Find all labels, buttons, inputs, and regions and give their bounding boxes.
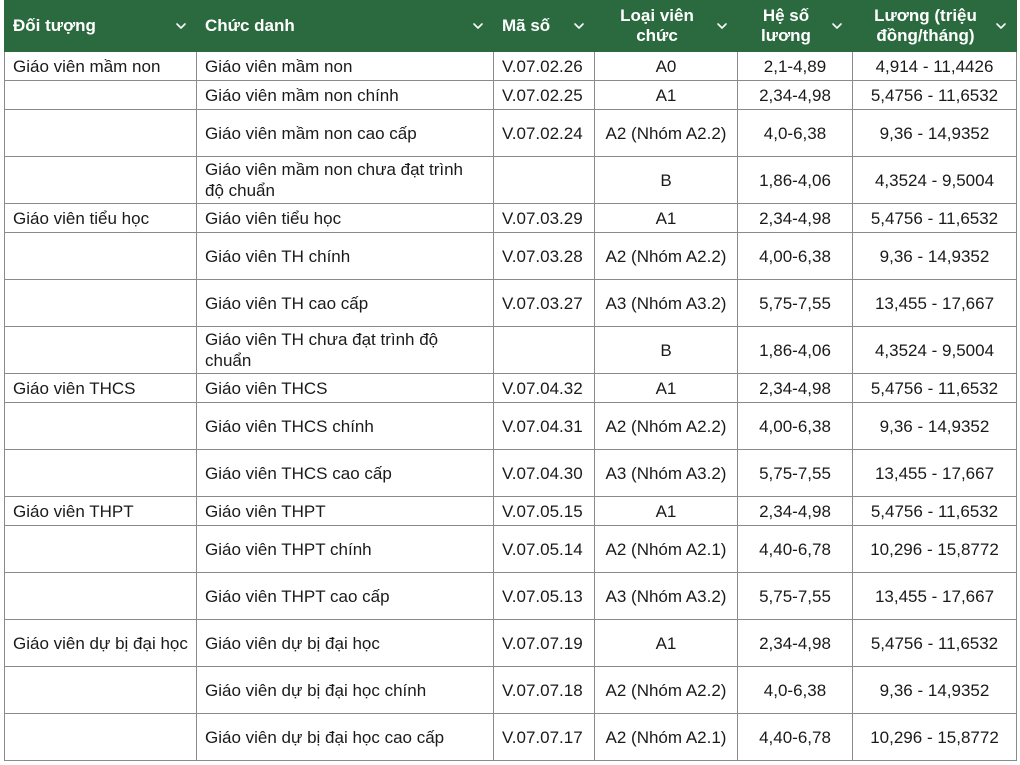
cell-text: 2,34-4,98: [759, 85, 831, 105]
cell-text: Giáo viên TH chưa đạt trình độ chuẩn: [205, 330, 439, 370]
cell-he-so-luong: [738, 280, 853, 327]
cell-text: A2 (Nhóm A2.2): [605, 416, 727, 436]
chevron-down-icon[interactable]: [830, 19, 844, 33]
cell-ma-so: [494, 573, 595, 620]
cell-luong: [853, 157, 1017, 204]
table-row: [5, 81, 1017, 110]
cell-loai-vien-chuc: [595, 450, 738, 497]
cell-luong: [853, 280, 1017, 327]
cell-text: V.07.05.13: [502, 586, 583, 606]
cell-text: Giáo viên mầm non: [205, 56, 353, 76]
cell-he-so-luong: [738, 573, 853, 620]
cell-text: 10,296 - 15,8772: [870, 539, 999, 559]
cell-chuc-danh: [197, 526, 494, 573]
cell-text: A2 (Nhóm A2.2): [605, 680, 727, 700]
cell-text: V.07.02.25: [502, 85, 583, 105]
cell-text: V.07.07.19: [502, 633, 583, 653]
table-row: [5, 620, 1017, 667]
cell-text: A3 (Nhóm A3.2): [605, 293, 727, 313]
cell-luong: [853, 204, 1017, 233]
cell-text: 4,0-6,38: [763, 680, 827, 700]
cell-text: 4,00-6,38: [759, 246, 831, 266]
cell-text: 1,86-4,06: [759, 170, 831, 190]
cell-text: V.07.04.30: [502, 463, 583, 483]
cell-chuc-danh: [197, 403, 494, 450]
cell-loai-vien-chuc: [595, 204, 738, 233]
header-loai-vien-chuc[interactable]: [595, 1, 738, 52]
table-row: [5, 667, 1017, 714]
cell-loai-vien-chuc: [595, 620, 738, 667]
cell-he-so-luong: [738, 714, 853, 761]
cell-loai-vien-chuc: [595, 233, 738, 280]
cell-ma-so: [494, 620, 595, 667]
table-row: [5, 714, 1017, 761]
cell-text: 1,86-4,06: [759, 340, 831, 360]
cell-loai-vien-chuc: [595, 714, 738, 761]
table-row: [5, 450, 1017, 497]
cell-text: 2,34-4,98: [759, 208, 831, 228]
cell-ma-so: [494, 374, 595, 403]
cell-doi-tuong: [5, 403, 197, 450]
cell-text: Giáo viên THPT cao cấp: [205, 586, 390, 606]
cell-luong: [853, 714, 1017, 761]
cell-text: Giáo viên THCS: [205, 378, 328, 398]
cell-text: Giáo viên THPT: [13, 501, 134, 521]
cell-loai-vien-chuc: [595, 157, 738, 204]
cell-he-so-luong: [738, 81, 853, 110]
cell-chuc-danh: [197, 52, 494, 81]
cell-chuc-danh: [197, 667, 494, 714]
cell-ma-so: [494, 327, 595, 374]
cell-loai-vien-chuc: [595, 110, 738, 157]
cell-luong: [853, 450, 1017, 497]
cell-text: Giáo viên TH cao cấp: [205, 293, 369, 313]
cell-text: Giáo viên mầm non: [13, 56, 161, 76]
cell-loai-vien-chuc: [595, 573, 738, 620]
cell-he-so-luong: [738, 327, 853, 374]
cell-he-so-luong: [738, 403, 853, 450]
header-he-so-luong[interactable]: [738, 1, 853, 52]
cell-text: 13,455 - 17,667: [874, 293, 995, 313]
cell-ma-so: [494, 526, 595, 573]
cell-luong: [853, 81, 1017, 110]
cell-chuc-danh: [197, 157, 494, 204]
cell-ma-so: [494, 52, 595, 81]
cell-text: A1: [655, 208, 677, 228]
header-luong[interactable]: [853, 1, 1017, 52]
cell-text: A1: [655, 633, 677, 653]
cell-chuc-danh: [197, 233, 494, 280]
cell-text: 5,75-7,55: [759, 463, 831, 483]
cell-text: A1: [655, 501, 677, 521]
chevron-down-icon[interactable]: [994, 19, 1008, 33]
cell-text: 5,4756 - 11,6532: [870, 208, 999, 228]
cell-luong: [853, 110, 1017, 157]
cell-text: V.07.04.32: [502, 378, 583, 398]
cell-text: A1: [655, 85, 677, 105]
table-row: [5, 157, 1017, 204]
cell-doi-tuong: [5, 714, 197, 761]
cell-doi-tuong: [5, 497, 197, 526]
table-row: [5, 110, 1017, 157]
cell-text: 10,296 - 15,8772: [870, 727, 999, 747]
cell-doi-tuong: [5, 667, 197, 714]
cell-text: V.07.03.29: [502, 208, 583, 228]
table-row: [5, 403, 1017, 450]
column-header-label: Chức danh: [205, 16, 295, 35]
cell-loai-vien-chuc: [595, 52, 738, 81]
cell-text: V.07.05.14: [502, 539, 583, 559]
cell-text: A2 (Nhóm A2.1): [605, 727, 727, 747]
chevron-down-icon[interactable]: [572, 19, 586, 33]
cell-doi-tuong: [5, 233, 197, 280]
cell-ma-so: [494, 450, 595, 497]
cell-text: V.07.03.27: [502, 293, 583, 313]
cell-text: V.07.02.26: [502, 56, 583, 76]
cell-text: A3 (Nhóm A3.2): [605, 463, 727, 483]
cell-text: A3 (Nhóm A3.2): [605, 586, 727, 606]
chevron-down-icon[interactable]: [174, 19, 188, 33]
cell-text: Giáo viên mầm non chưa đạt trình độ chuẩn: [205, 160, 464, 200]
cell-text: 5,75-7,55: [759, 293, 831, 313]
table-header-row: [5, 1, 1017, 52]
cell-text: Giáo viên THCS chính: [205, 416, 374, 436]
cell-text: 4,40-6,78: [759, 727, 831, 747]
cell-text: Giáo viên dự bị đại học: [13, 633, 188, 653]
cell-doi-tuong: [5, 450, 197, 497]
table-row: [5, 573, 1017, 620]
cell-text: 4,00-6,38: [759, 416, 831, 436]
cell-text: 9,36 - 14,9352: [879, 416, 990, 436]
cell-doi-tuong: [5, 526, 197, 573]
cell-he-so-luong: [738, 157, 853, 204]
cell-luong: [853, 667, 1017, 714]
cell-chuc-danh: [197, 81, 494, 110]
cell-he-so-luong: [738, 667, 853, 714]
table-row: [5, 327, 1017, 374]
cell-chuc-danh: [197, 620, 494, 667]
cell-text: B: [660, 340, 672, 360]
cell-he-so-luong: [738, 526, 853, 573]
cell-loai-vien-chuc: [595, 667, 738, 714]
cell-text: V.07.03.28: [502, 246, 583, 266]
column-header-label: Đối tượng: [13, 16, 96, 35]
cell-text: Giáo viên mầm non cao cấp: [205, 123, 417, 143]
cell-text: B: [660, 170, 672, 190]
column-header-label: Lương (triệu đồng/tháng): [874, 6, 977, 45]
cell-text: Giáo viên THCS cao cấp: [205, 463, 392, 483]
cell-doi-tuong: [5, 573, 197, 620]
cell-text: 5,75-7,55: [759, 586, 831, 606]
cell-loai-vien-chuc: [595, 81, 738, 110]
cell-text: A1: [655, 378, 677, 398]
cell-text: Giáo viên THCS: [13, 378, 136, 398]
cell-text: 4,0-6,38: [763, 123, 827, 143]
cell-doi-tuong: [5, 81, 197, 110]
cell-text: 2,34-4,98: [759, 633, 831, 653]
cell-text: 4,3524 - 9,5004: [874, 340, 995, 360]
cell-ma-so: [494, 667, 595, 714]
cell-ma-so: [494, 714, 595, 761]
cell-luong: [853, 573, 1017, 620]
cell-doi-tuong: [5, 374, 197, 403]
cell-luong: [853, 526, 1017, 573]
cell-ma-so: [494, 233, 595, 280]
cell-text: A2 (Nhóm A2.2): [605, 246, 727, 266]
cell-luong: [853, 497, 1017, 526]
header-chuc-danh[interactable]: [197, 1, 494, 52]
cell-chuc-danh: [197, 573, 494, 620]
cell-text: 5,4756 - 11,6532: [870, 633, 999, 653]
cell-loai-vien-chuc: [595, 327, 738, 374]
table-row: [5, 374, 1017, 403]
column-header-label: Loại viên chức: [620, 6, 694, 45]
cell-text: 5,4756 - 11,6532: [870, 378, 999, 398]
cell-text: 4,3524 - 9,5004: [874, 170, 995, 190]
cell-he-so-luong: [738, 450, 853, 497]
cell-loai-vien-chuc: [595, 526, 738, 573]
cell-text: 2,34-4,98: [759, 501, 831, 521]
cell-text: V.07.04.31: [502, 416, 583, 436]
cell-ma-so: [494, 110, 595, 157]
header-doi-tuong[interactable]: [5, 1, 197, 52]
cell-ma-so: [494, 157, 595, 204]
cell-loai-vien-chuc: [595, 403, 738, 450]
header-ma-so[interactable]: [494, 1, 595, 52]
cell-chuc-danh: [197, 374, 494, 403]
cell-he-so-luong: [738, 374, 853, 403]
salary-table: [4, 0, 1017, 761]
cell-text: A2 (Nhóm A2.2): [605, 123, 727, 143]
table-row: [5, 526, 1017, 573]
cell-chuc-danh: [197, 327, 494, 374]
cell-text: 13,455 - 17,667: [874, 586, 995, 606]
cell-text: 9,36 - 14,9352: [879, 246, 990, 266]
cell-luong: [853, 327, 1017, 374]
cell-text: V.07.05.15: [502, 501, 583, 521]
cell-text: V.07.07.17: [502, 727, 583, 747]
cell-doi-tuong: [5, 204, 197, 233]
cell-text: 5,4756 - 11,6532: [870, 85, 999, 105]
cell-ma-so: [494, 403, 595, 450]
cell-text: 4,40-6,78: [759, 539, 831, 559]
cell-text: Giáo viên tiểu học: [205, 208, 342, 228]
cell-text: 9,36 - 14,9352: [879, 123, 990, 143]
cell-chuc-danh: [197, 714, 494, 761]
cell-he-so-luong: [738, 52, 853, 81]
cell-doi-tuong: [5, 110, 197, 157]
cell-text: A0: [655, 56, 677, 76]
cell-text: Giáo viên THPT: [205, 501, 326, 521]
cell-text: Giáo viên tiểu học: [13, 208, 150, 228]
cell-chuc-danh: [197, 450, 494, 497]
cell-luong: [853, 620, 1017, 667]
cell-doi-tuong: [5, 52, 197, 81]
cell-loai-vien-chuc: [595, 497, 738, 526]
cell-he-so-luong: [738, 233, 853, 280]
cell-text: V.07.07.18: [502, 680, 583, 700]
cell-text: 2,1-4,89: [763, 56, 827, 76]
table-body: [5, 52, 1017, 761]
cell-ma-so: [494, 280, 595, 327]
cell-chuc-danh: [197, 204, 494, 233]
cell-text: 2,34-4,98: [759, 378, 831, 398]
cell-doi-tuong: [5, 327, 197, 374]
cell-text: Giáo viên THPT chính: [205, 539, 372, 559]
cell-he-so-luong: [738, 110, 853, 157]
chevron-down-icon[interactable]: [715, 19, 729, 33]
cell-luong: [853, 52, 1017, 81]
cell-he-so-luong: [738, 204, 853, 233]
cell-text: 13,455 - 17,667: [874, 463, 995, 483]
cell-chuc-danh: [197, 110, 494, 157]
cell-luong: [853, 374, 1017, 403]
cell-text: Giáo viên dự bị đại học cao cấp: [205, 727, 445, 747]
cell-he-so-luong: [738, 620, 853, 667]
cell-chuc-danh: [197, 280, 494, 327]
cell-ma-so: [494, 81, 595, 110]
cell-doi-tuong: [5, 620, 197, 667]
cell-ma-so: [494, 497, 595, 526]
cell-text: Giáo viên dự bị đại học chính: [205, 680, 427, 700]
cell-text: 4,914 - 11,4426: [875, 56, 994, 76]
cell-text: A2 (Nhóm A2.1): [605, 539, 727, 559]
cell-text: Giáo viên dự bị đại học: [205, 633, 380, 653]
table-row: [5, 233, 1017, 280]
table-row: [5, 497, 1017, 526]
table-row: [5, 52, 1017, 81]
cell-doi-tuong: [5, 157, 197, 204]
cell-he-so-luong: [738, 497, 853, 526]
column-header-label: Hệ số lương: [761, 6, 811, 45]
column-header-label: Mã số: [502, 16, 551, 35]
table-row: [5, 280, 1017, 327]
cell-loai-vien-chuc: [595, 374, 738, 403]
cell-luong: [853, 403, 1017, 450]
cell-luong: [853, 233, 1017, 280]
cell-text: 9,36 - 14,9352: [879, 680, 990, 700]
cell-loai-vien-chuc: [595, 280, 738, 327]
cell-text: V.07.02.24: [502, 123, 583, 143]
chevron-down-icon[interactable]: [471, 19, 485, 33]
cell-text: Giáo viên mầm non chính: [205, 85, 399, 105]
salary-table-container: [4, 0, 1016, 761]
cell-ma-so: [494, 204, 595, 233]
cell-doi-tuong: [5, 280, 197, 327]
table-row: [5, 204, 1017, 233]
cell-text: Giáo viên TH chính: [205, 246, 351, 266]
cell-text: 5,4756 - 11,6532: [870, 501, 999, 521]
cell-chuc-danh: [197, 497, 494, 526]
